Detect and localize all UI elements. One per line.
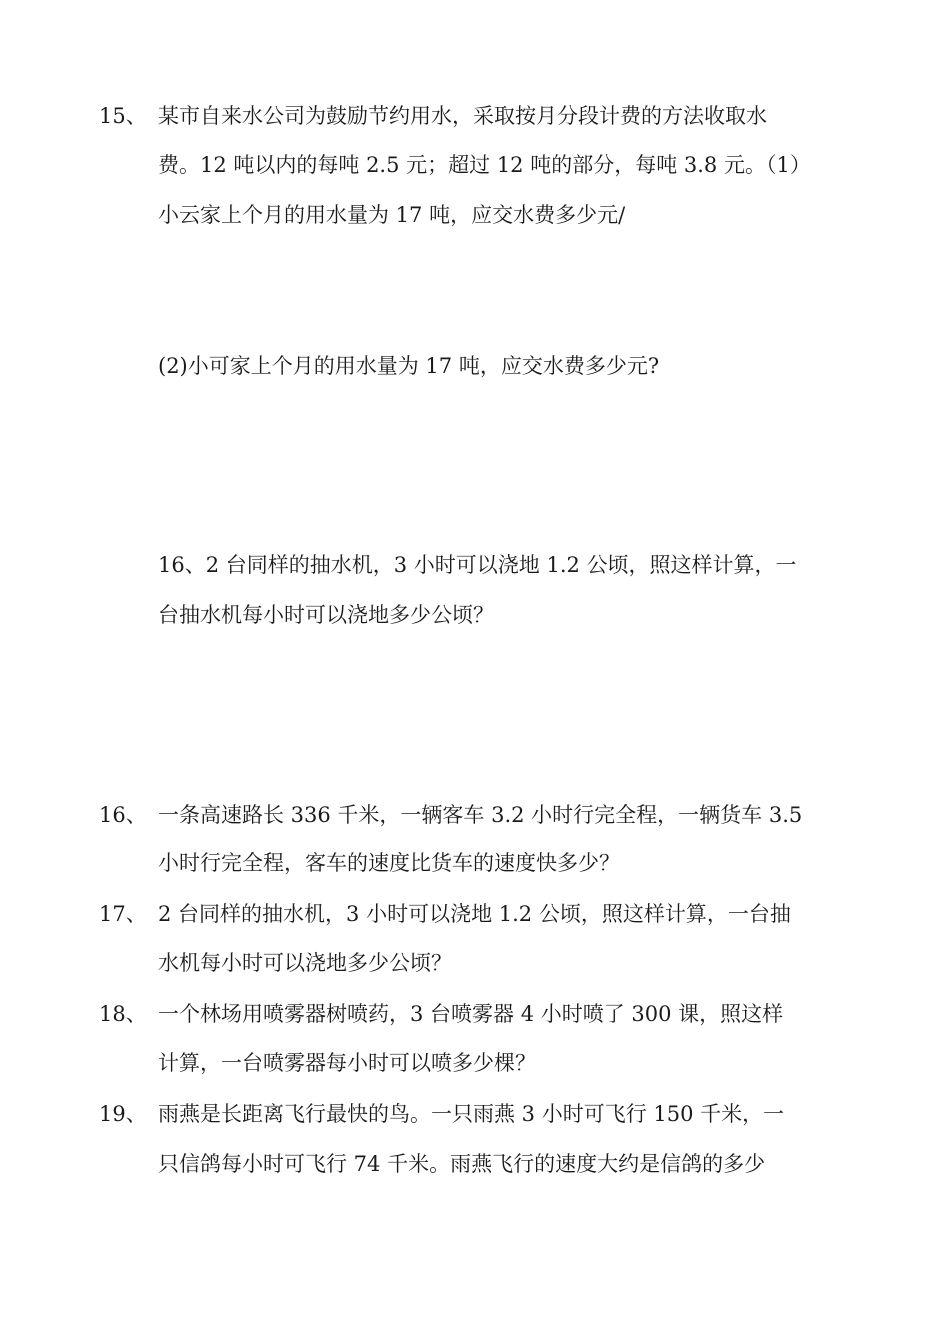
problem-text-line: 计算，一台喷雾器每小时可以喷多少棵？ <box>158 1051 536 1075</box>
problem-text-line: 只信鸽每小时可飞行 74 千米。雨燕飞行的速度大约是信鸽的多少 <box>158 1152 766 1176</box>
problem-text-line: 雨燕是长距离飞行最快的鸟。一只雨燕 3 小时可飞行 150 千米，一 <box>158 1102 785 1126</box>
problem-number: 19、 <box>99 1102 147 1126</box>
problem-text-line: 费。12 吨以内的每吨 2.5 元；超过 12 吨的部分，每吨 3.8 元。（1） <box>158 153 811 177</box>
problem-text-line: 一条高速路长 336 千米，一辆客车 3.2 小时行完全程，一辆货车 3.5 <box>158 803 803 827</box>
problem-number: 16、 <box>99 803 147 827</box>
problem-text-line: 一个林场用喷雾器树喷药，3 台喷雾器 4 小时喷了 300 课，照这样 <box>158 1002 784 1026</box>
problem-text-line: 16、2 台同样的抽水机，3 小时可以浇地 1.2 公顷，照这样计算，一 <box>158 553 797 577</box>
problem-text-line: 水机每小时可以浇地多少公顷？ <box>158 951 452 975</box>
problem-text-line: 2 台同样的抽水机，3 小时可以浇地 1.2 公顷，照这样计算，一台抽 <box>158 902 791 926</box>
problem-number: 15、 <box>99 104 147 128</box>
problem-text-line: 小云家上个月的用水量为 17 吨，应交水费多少元/ <box>158 203 626 227</box>
problem-number: 17、 <box>99 902 147 926</box>
problem-text-line: 小时行完全程，客车的速度比货车的速度快多少？ <box>158 851 620 875</box>
problem-text-line: 台抽水机每小时可以浇地多少公顷？ <box>158 603 494 627</box>
problem-number: 18、 <box>99 1002 147 1026</box>
problem-text-line: (2)小可家上个月的用水量为 17 吨，应交水费多少元? <box>158 354 660 378</box>
problem-text-line: 某市自来水公司为鼓励节约用水，采取按月分段计费的方法收取水 <box>158 104 767 128</box>
